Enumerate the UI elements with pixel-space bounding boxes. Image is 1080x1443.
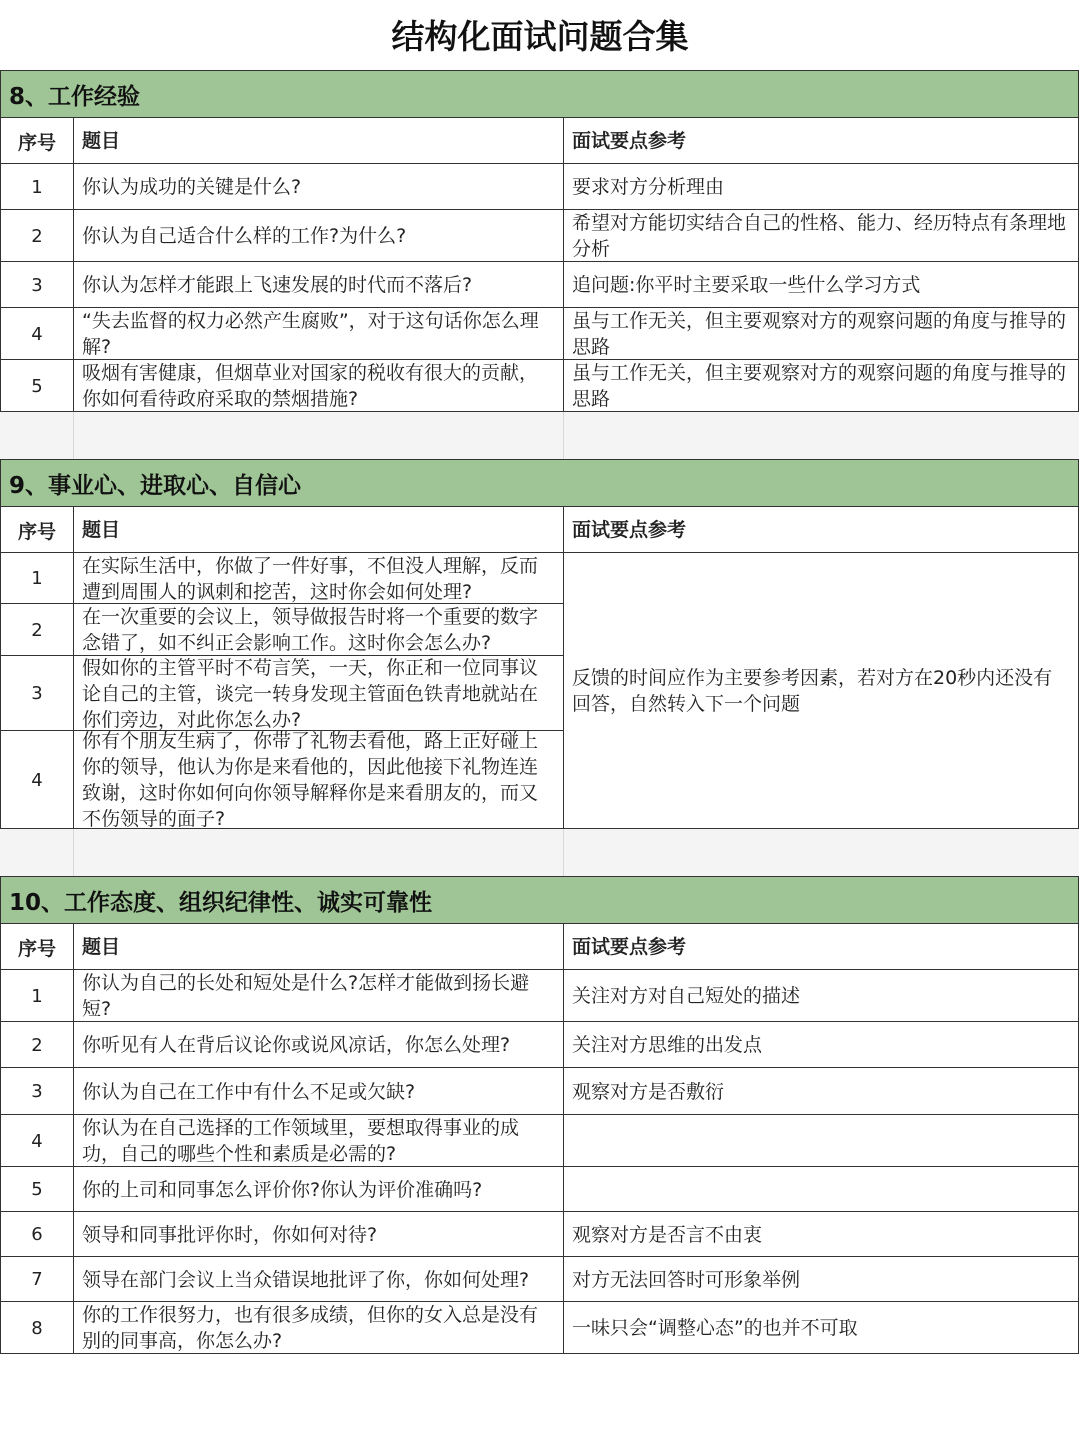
row-no: 4 <box>0 308 73 360</box>
header-no: 序号 <box>0 118 73 164</box>
row-question: 你听见有人在背后议论你或说风凉话，你怎么处理? <box>73 1022 563 1068</box>
row-question: 领导在部门会议上当众错误地批评了你，你如何处理? <box>73 1257 563 1302</box>
table-row <box>0 360 1078 412</box>
table-header-row <box>0 924 1078 970</box>
row-question: 你认为自己在工作中有什么不足或欠缺? <box>73 1068 563 1115</box>
row-points: 关注对方对自己短处的描述 <box>563 970 1079 1022</box>
row-no: 4 <box>0 731 73 829</box>
header-points: 面试要点参考 <box>563 118 1079 164</box>
table-row <box>0 210 1078 262</box>
table-row <box>0 308 1078 360</box>
row-question: 你有个朋友生病了，你带了礼物去看他，路上正好碰上你的领导，他认为你是来看他的，因此他接下礼物连连致谢，这时你如何向你领导解释你是来看朋友的，而又不伤领导的面子? <box>73 731 563 829</box>
row-points <box>563 1115 1079 1167</box>
table-row <box>0 1167 1078 1212</box>
section-heading-10: 10、工作态度、组织纪律性、诚实可靠性 <box>0 876 1079 924</box>
row-points: 关注对方思维的出发点 <box>563 1022 1079 1068</box>
table-row <box>0 164 1078 210</box>
row-no: 5 <box>0 360 73 412</box>
row-question: 你认为自己适合什么样的工作?为什么? <box>73 210 563 262</box>
row-question: 吸烟有害健康，但烟草业对国家的税收有很大的贡献，你如何看待政府采取的禁烟措施? <box>73 360 563 412</box>
header-points: 面试要点参考 <box>563 924 1079 970</box>
row-no: 8 <box>0 1302 73 1354</box>
header-question: 题目 <box>73 507 563 553</box>
row-question: 你认为怎样才能跟上飞速发展的时代而不落后? <box>73 262 563 308</box>
row-points: 希望对方能切实结合自己的性格、能力、经历特点有条理地分析 <box>563 210 1079 262</box>
row-question: 在一次重要的会议上，领导做报告时将一个重要的数字念错了，如不纠正会影响工作。这时你会怎么办? <box>73 604 563 656</box>
header-question: 题目 <box>73 118 563 164</box>
row-no: 1 <box>0 164 73 210</box>
page-title: 结构化面试问题合集 <box>391 16 689 56</box>
table-row <box>0 970 1078 1022</box>
row-points: 对方无法回答时可形象举例 <box>563 1257 1079 1302</box>
table-row <box>0 1212 1078 1257</box>
row-question: 你的上司和同事怎么评价你?你认为评价准确吗? <box>73 1167 563 1212</box>
row-points <box>563 1167 1079 1212</box>
header-question: 题目 <box>73 924 563 970</box>
row-no: 7 <box>0 1257 73 1302</box>
header-points: 面试要点参考 <box>563 507 1079 553</box>
table-header-row <box>0 507 1078 553</box>
row-points: 一味只会“调整心态”的也并不可取 <box>563 1302 1079 1354</box>
table-row <box>0 1022 1078 1068</box>
row-no: 1 <box>0 970 73 1022</box>
row-points: 追问题:你平时主要采取一些什么学习方式 <box>563 262 1079 308</box>
table-row <box>0 1115 1078 1167</box>
row-question: “失去监督的权力必然产生腐败”，对于这句话你怎么理解? <box>73 308 563 360</box>
row-question: 在实际生活中，你做了一件好事，不但没人理解，反而遭到周围人的讽刺和挖苦，这时你会如何处理? <box>73 553 563 604</box>
row-no: 5 <box>0 1167 73 1212</box>
row-points: 观察对方是否敷衍 <box>563 1068 1079 1115</box>
row-no: 1 <box>0 553 73 604</box>
row-points: 观察对方是否言不由衷 <box>563 1212 1079 1257</box>
row-question: 你认为在自己选择的工作领域里，要想取得事业的成功，自己的哪些个性和素质是必需的? <box>73 1115 563 1167</box>
spacer-row <box>0 829 1079 876</box>
table-row <box>0 1068 1078 1115</box>
row-no: 3 <box>0 262 73 308</box>
row-no: 6 <box>0 1212 73 1257</box>
row-no: 2 <box>0 210 73 262</box>
row-no: 2 <box>0 604 73 656</box>
row-no: 3 <box>0 1068 73 1115</box>
spacer-row <box>0 412 1079 459</box>
header-no: 序号 <box>0 507 73 553</box>
merged-points-cell: 反馈的时间应作为主要参考因素，若对方在20秒内还没有回答，自然转入下一个问题 <box>563 553 1079 829</box>
table-row <box>0 1302 1078 1354</box>
row-points: 虽与工作无关，但主要观察对方的观察问题的角度与推导的思路 <box>563 360 1079 412</box>
section-heading-8: 8、工作经验 <box>0 70 1079 118</box>
table-header-row <box>0 118 1078 164</box>
row-question: 领导和同事批评你时，你如何对待? <box>73 1212 563 1257</box>
row-no: 2 <box>0 1022 73 1068</box>
section-heading-9: 9、事业心、进取心、自信心 <box>0 459 1079 507</box>
row-points: 虽与工作无关，但主要观察对方的观察问题的角度与推导的思路 <box>563 308 1079 360</box>
row-no: 3 <box>0 656 73 731</box>
row-question: 你认为成功的关键是什么? <box>73 164 563 210</box>
row-points: 要求对方分析理由 <box>563 164 1079 210</box>
table-row <box>0 262 1078 308</box>
table-row <box>0 1257 1078 1302</box>
row-question: 你认为自己的长处和短处是什么?怎样才能做到扬长避短? <box>73 970 563 1022</box>
row-no: 4 <box>0 1115 73 1167</box>
row-question: 假如你的主管平时不苟言笑，一天，你正和一位同事议论自己的主管，谈完一转身发现主管面色铁青地就站在你们旁边，对此你怎么办? <box>73 656 563 731</box>
header-no: 序号 <box>0 924 73 970</box>
row-question: 你的工作很努力，也有很多成绩，但你的女入总是没有别的同事高，你怎么办? <box>73 1302 563 1354</box>
